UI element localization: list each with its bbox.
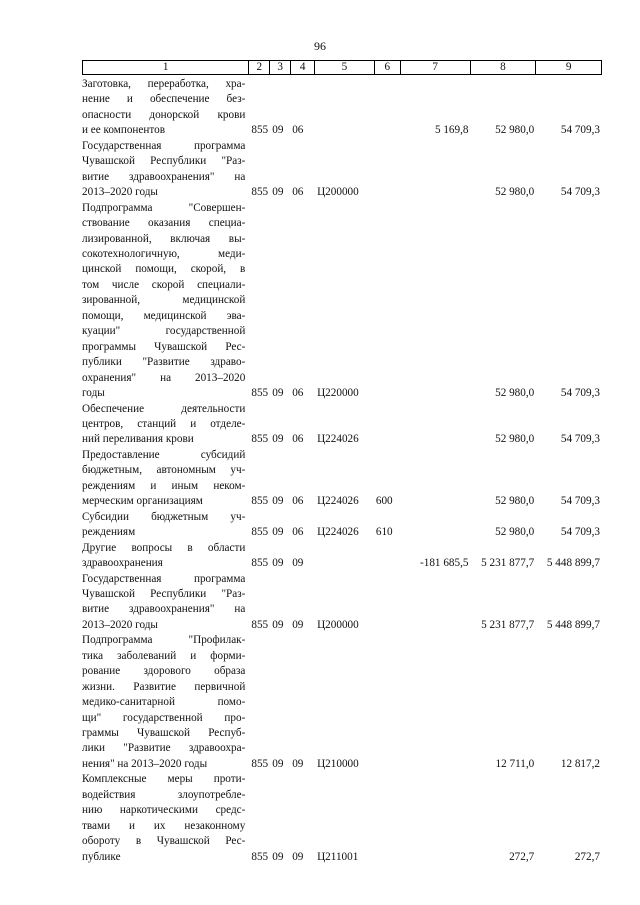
table-row xyxy=(82,572,602,634)
cell-c6: 610 xyxy=(375,526,393,539)
cell-c5: Ц210000 xyxy=(317,757,359,770)
description-line: щи" государственной про- xyxy=(82,711,246,724)
row-description xyxy=(82,201,247,402)
row-description xyxy=(82,510,247,541)
description-line: Государственная программа xyxy=(82,572,246,585)
table-row xyxy=(82,139,602,201)
description-line: нения" на 2013–2020 годы xyxy=(82,757,208,770)
cell-c8: 52 980,0 xyxy=(495,495,535,508)
table-row xyxy=(82,201,602,402)
cell-c4: 06 xyxy=(292,387,304,400)
header-col-9: 9 xyxy=(535,61,601,74)
description-line: витие здравоохранения" на xyxy=(82,603,246,616)
cell-c4: 09 xyxy=(292,557,304,570)
cell-c3: 09 xyxy=(272,618,284,631)
header-col-5: 5 xyxy=(314,61,374,74)
cell-c8: 272,7 xyxy=(509,850,535,863)
description-line: 2013–2020 годы xyxy=(82,618,158,631)
table-row xyxy=(82,402,602,448)
description-line: публике xyxy=(82,850,121,863)
header-col-3: 3 xyxy=(269,61,290,74)
cell-c9: 5 448 899,7 xyxy=(546,557,600,570)
cell-c9: 54 709,3 xyxy=(560,495,600,508)
header-col-4: 4 xyxy=(290,61,314,74)
cell-c2: 855 xyxy=(251,557,269,570)
cell-c4: 09 xyxy=(292,850,304,863)
description-line: бюджетным, автономным уч- xyxy=(82,464,246,477)
description-line: жизни. Развитие первичной xyxy=(82,680,246,693)
description-line: Заготовка, переработка, хра- xyxy=(82,78,246,90)
cell-c3: 09 xyxy=(272,757,284,770)
description-line: зированной, медицинской xyxy=(82,294,246,307)
cell-c8: 12 711,0 xyxy=(495,757,535,770)
description-line: Чувашской Республики "Раз- xyxy=(82,155,246,168)
cell-c3: 09 xyxy=(272,557,284,570)
cell-c3: 09 xyxy=(272,387,284,400)
description-line: ний переливания крови xyxy=(82,433,194,446)
cell-c9: 5 448 899,7 xyxy=(546,618,600,631)
cell-c2: 855 xyxy=(251,495,269,508)
cell-c5: Ц224026 xyxy=(317,433,359,446)
cell-c7: -181 685,5 xyxy=(420,557,469,570)
cell-c2: 855 xyxy=(251,618,269,631)
cell-c5: Ц224026 xyxy=(317,526,359,539)
cell-c8: 52 980,0 xyxy=(495,186,535,199)
cell-c3: 09 xyxy=(272,526,284,539)
row-description xyxy=(82,572,247,634)
row-description xyxy=(82,139,247,201)
description-line: тика заболеваний и форми- xyxy=(82,649,246,662)
header-col-2: 2 xyxy=(248,61,269,74)
cell-c4: 06 xyxy=(292,526,304,539)
table-row xyxy=(82,541,602,572)
description-line: охранения" на 2013–2020 xyxy=(82,371,246,384)
header-col-7: 7 xyxy=(400,61,470,74)
description-line: сокотехнологичную, меди- xyxy=(82,247,246,260)
cell-c9: 54 709,3 xyxy=(560,526,600,539)
cell-c2: 855 xyxy=(251,186,269,199)
description-line: граммы Чувашской Респуб- xyxy=(82,727,246,740)
cell-c5: Ц211001 xyxy=(317,850,359,863)
page-number: 96 xyxy=(314,39,326,53)
table-row xyxy=(82,633,602,772)
cell-c9: 12 817,2 xyxy=(560,757,600,770)
description-line: рование здорового образа xyxy=(82,665,246,678)
cell-c8: 52 980,0 xyxy=(495,124,535,137)
cell-c4: 06 xyxy=(292,433,304,446)
description-line: центров, станций и отделе- xyxy=(82,417,246,430)
table-row xyxy=(82,510,602,541)
cell-c2: 855 xyxy=(251,526,269,539)
description-line: ствование оказания специа- xyxy=(82,217,246,230)
cell-c2: 855 xyxy=(251,757,269,770)
cell-c2: 855 xyxy=(251,124,269,137)
description-line: 2013–2020 годы xyxy=(82,186,158,199)
description-line: Чувашской Республики "Раз- xyxy=(82,587,246,600)
description-line: том числе скорой специали- xyxy=(82,278,246,291)
table-row xyxy=(82,772,602,865)
description-line: нение и обеспечение без- xyxy=(82,93,246,106)
description-line: Государственная программа xyxy=(82,139,246,152)
cell-c3: 09 xyxy=(272,495,284,508)
cell-c3: 09 xyxy=(272,850,284,863)
cell-c5: Ц224026 xyxy=(317,495,359,508)
description-line: Другие вопросы в области xyxy=(82,541,246,554)
description-line: Обеспечение деятельности xyxy=(82,402,246,415)
table-header xyxy=(82,60,602,75)
description-line: цинской помощи, скорой, в xyxy=(82,263,246,276)
cell-c4: 06 xyxy=(292,186,304,199)
cell-c8: 52 980,0 xyxy=(495,387,535,400)
description-line: здравоохранения xyxy=(82,557,163,570)
description-line: годы xyxy=(82,387,105,400)
cell-c6: 600 xyxy=(375,495,393,508)
cell-c9: 54 709,3 xyxy=(560,433,600,446)
header-col-8: 8 xyxy=(470,61,536,74)
cell-c7: 5 169,8 xyxy=(434,124,469,137)
header-col-1: 1 xyxy=(162,61,169,73)
cell-c4: 09 xyxy=(292,618,304,631)
description-line: Субсидии бюджетным уч- xyxy=(82,510,246,523)
cell-c4: 09 xyxy=(292,757,304,770)
cell-c3: 09 xyxy=(272,124,284,137)
cell-c3: 09 xyxy=(272,433,284,446)
row-description xyxy=(82,448,247,510)
cell-c8: 5 231 877,7 xyxy=(481,618,535,631)
cell-c4: 06 xyxy=(292,124,304,137)
description-line: и ее компонентов xyxy=(82,124,165,137)
description-line: Предоставление субсидий xyxy=(82,448,246,461)
cell-c8: 5 231 877,7 xyxy=(481,557,535,570)
cell-c9: 54 709,3 xyxy=(560,186,600,199)
cell-c9: 54 709,3 xyxy=(560,387,600,400)
description-line: реждениям и иным неком- xyxy=(82,479,246,492)
description-line: куации" государственной xyxy=(82,325,246,338)
header-col-6: 6 xyxy=(374,61,400,74)
description-line: твами и их незаконному xyxy=(82,819,246,832)
cell-c5: Ц200000 xyxy=(317,186,359,199)
description-line: витие здравоохранения" на xyxy=(82,170,246,183)
row-description xyxy=(82,402,247,448)
cell-c8: 52 980,0 xyxy=(495,433,535,446)
row-description xyxy=(82,541,247,572)
table-body xyxy=(82,77,602,865)
description-line: лизированной, включая вы- xyxy=(82,232,246,245)
cell-c2: 855 xyxy=(251,433,269,446)
cell-c9: 272,7 xyxy=(574,850,600,863)
description-line: нию наркотическими средс- xyxy=(82,804,246,817)
description-line: водействия злоупотребле- xyxy=(82,788,246,801)
row-description xyxy=(82,77,247,139)
description-line: мерческим организациям xyxy=(82,495,203,508)
table-row xyxy=(82,77,602,139)
cell-c9: 54 709,3 xyxy=(560,124,600,137)
description-line: Подпрограмма "Совершен- xyxy=(82,201,246,214)
cell-c5: Ц200000 xyxy=(317,618,359,631)
description-line: лики "Развитие здравоохра- xyxy=(82,742,246,755)
description-line: обороту в Чувашской Рес- xyxy=(82,835,246,848)
row-description xyxy=(82,772,247,865)
description-line: реждениям xyxy=(82,526,136,539)
table-row xyxy=(82,448,602,510)
description-line: программы Чувашской Рес- xyxy=(82,340,246,353)
cell-c3: 09 xyxy=(272,186,284,199)
description-line: опасности донорской крови xyxy=(82,108,246,121)
cell-c8: 52 980,0 xyxy=(495,526,535,539)
description-line: помощи, медицинской эва- xyxy=(82,309,246,322)
row-description xyxy=(82,633,247,772)
cell-c2: 855 xyxy=(251,387,269,400)
cell-c4: 06 xyxy=(292,495,304,508)
cell-c2: 855 xyxy=(251,850,269,863)
description-line: медико-санитарной помо- xyxy=(82,696,246,709)
cell-c5: Ц220000 xyxy=(317,387,359,400)
description-line: Подпрограмма "Профилак- xyxy=(82,634,246,647)
description-line: публики "Развитие здраво- xyxy=(82,356,246,369)
description-line: Комплексные меры проти- xyxy=(82,773,246,786)
